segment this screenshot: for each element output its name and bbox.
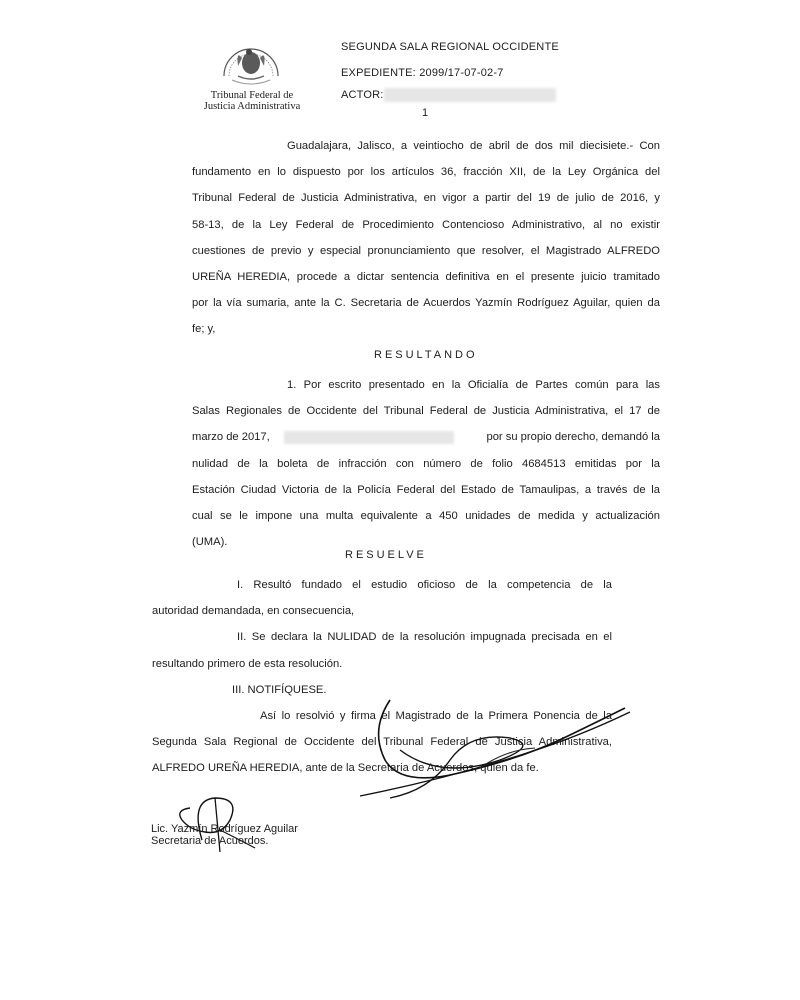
redacted-plaintiff-name — [284, 431, 454, 444]
resuelve-line: ALFREDO UREÑA HEREDIA, ante de la Secretaria de Acuerdos, quien da fe. — [152, 762, 539, 775]
resultando-line: marzo de 2017, — [192, 431, 270, 444]
intro-line: UREÑA HEREDIA, procede a dictar sentencia definitiva en el presente juicio tramitado — [192, 271, 660, 284]
sala-name: SEGUNDA SALA REGIONAL OCCIDENTE — [341, 41, 559, 53]
intro-line: 58-13, de la Ley Federal de Procedimiento Contencioso Administrativo, al no existir — [192, 218, 660, 231]
resultando-line: (UMA). — [192, 536, 228, 549]
resultando-line: Estación Ciudad Victoria de la Policía Federal del Estado de Tamaulipas, a través de la — [192, 483, 660, 496]
intro-paragraph — [192, 133, 660, 343]
page-number: 1 — [422, 107, 429, 119]
institution-line-1: Tribunal Federal de — [210, 90, 294, 101]
resuelve-line: autoridad demandada, en consecuencia, — [152, 605, 355, 618]
intro-line: Tribunal Federal de Justicia Administrativa, en vigor a partir del 19 de julio de 2016, y — [192, 192, 660, 205]
resultando-heading: RESULTANDO — [374, 349, 478, 361]
resuelve-paragraph — [152, 572, 612, 782]
resultando-line: Salas Regionales de Occidente del Tribunal Federal de Justicia Administrativa, el 17 de — [192, 405, 660, 418]
resuelve-heading: RESUELVE — [345, 549, 427, 561]
intro-line: fe; y, — [192, 323, 216, 336]
expediente-number: EXPEDIENTE: 2099/17-07-02-7 — [341, 67, 504, 79]
resuelve-line: resultando primero de esta resolución. — [152, 657, 343, 670]
intro-line: por la vía sumaria, ante la C. Secretaria de Acuerdos Yazmín Rodríguez Aguilar, quien da — [192, 297, 660, 310]
signer-block — [151, 823, 298, 847]
intro-line: cuestiones de previo y especial pronunciamiento que resolver, el Magistrado ALFREDO — [192, 244, 660, 257]
resuelve-line: Así lo resolvió y firma el Magistrado de la Primera Ponencia de la — [260, 710, 612, 723]
resultando-paragraph — [192, 372, 660, 555]
resultando-line: por su propio derecho, demandó la — [486, 431, 660, 444]
resultando-line: 1. Por escrito presentado en la Oficialía de Partes común para las — [287, 379, 660, 391]
resuelve-line: II. Se declara la NULIDAD de la resolución impugnada precisada en el — [237, 631, 612, 644]
redacted-actor-name — [384, 88, 556, 102]
resuelve-line: I. Resultó fundado el estudio oficioso de la competencia de la — [237, 579, 612, 591]
institution-name — [196, 90, 308, 112]
signer-name: Lic. Yazmín Rodríguez Aguilar — [151, 823, 298, 835]
intro-line: fundamento en lo dispuesto por los artículos 36, fracción XII, de la Ley Orgánica del — [192, 166, 660, 179]
resuelve-line: III. NOTIFÍQUESE. — [232, 683, 327, 696]
intro-line: Guadalajara, Jalisco, a veintiocho de abril de dos mil diecisiete.- Con — [287, 140, 660, 152]
actor-label: ACTOR: — [341, 89, 384, 101]
signer-title: Secretaria de Acuerdos. — [151, 835, 269, 847]
institution-line-2: Justicia Administrativa — [203, 101, 301, 112]
resuelve-line: Segunda Sala Regional de Occidente del Tribunal Federal de Justicia Administrativa, — [152, 736, 612, 749]
resultando-line: nulidad de la boleta de infracción con número de folio 4684513 emitidas por la — [192, 457, 660, 470]
resultando-line: cual se le impone una multa equivalente a 450 unidades de medida y actualización — [192, 510, 660, 522]
mexico-seal-logo — [218, 36, 284, 88]
